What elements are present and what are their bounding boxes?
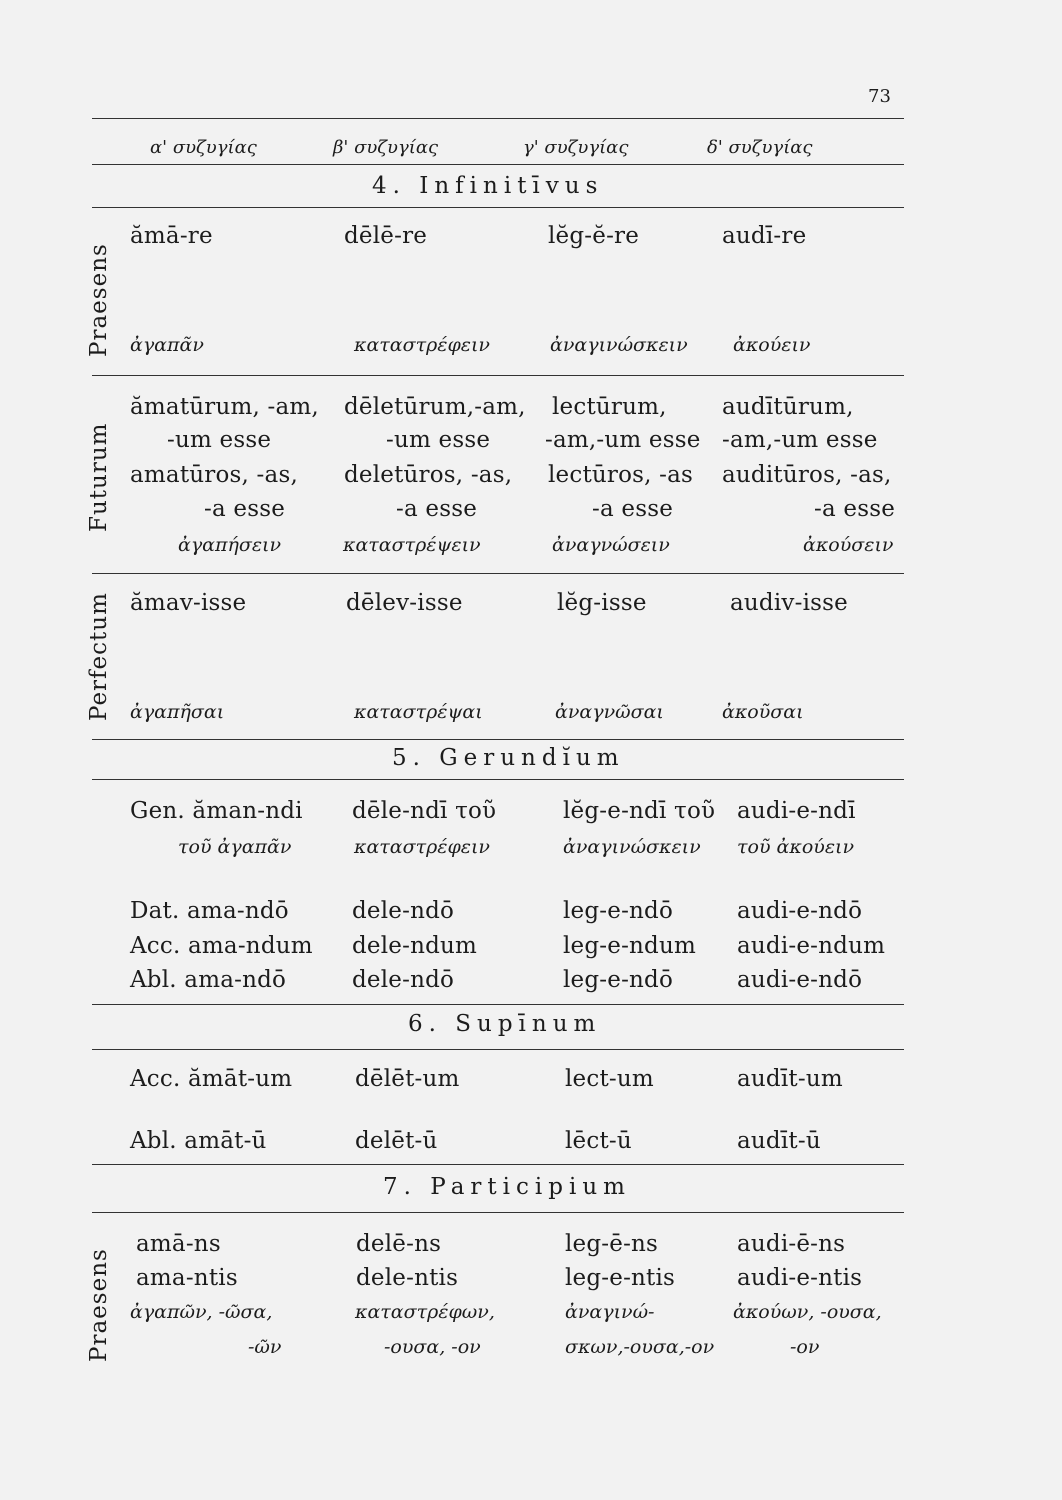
ger-gen-4: audi-e-ndī	[737, 798, 856, 824]
part-r2-3: leg-e-ntis	[565, 1265, 676, 1291]
ger-gen-greek-3: ἀναγινώσκειν	[563, 836, 701, 858]
rule-perfectum	[92, 573, 904, 574]
ger-abl-4: audi-e-ndō	[737, 967, 863, 993]
inf-fut-r3-4: auditūros, -as,	[722, 462, 892, 488]
inf-perf-greek-2: καταστρέψαι	[354, 701, 483, 723]
inf-fut-greek-2: καταστρέψειν	[343, 534, 481, 556]
inf-fut-r1-1: ămatūrum, -am,	[130, 394, 319, 420]
header-conj-4: δ' συζυγίας	[707, 137, 813, 158]
inf-perf-3: lĕg-isse	[557, 590, 647, 616]
ger-acc-2: dele-ndum	[352, 933, 478, 959]
inf-fut-r3-2: deletūros, -as,	[344, 462, 513, 488]
part-r4-4: -ον	[790, 1336, 820, 1358]
inf-perf-greek-3: ἀναγνῶσαι	[555, 701, 664, 723]
rule-participium	[92, 1212, 904, 1213]
sup-acc-2: dēlēt-um	[355, 1066, 460, 1092]
part-r2-1: ama-ntis	[136, 1265, 238, 1291]
inf-fut-greek-3: ἀναγνώσειν	[552, 534, 670, 556]
header-conj-2: β' συζυγίας	[333, 137, 439, 158]
ger-acc-3: leg-e-ndum	[563, 933, 697, 959]
inf-perf-greek-1: ἀγαπῆσαι	[130, 701, 225, 723]
part-r1-1: amā-ns	[136, 1231, 221, 1257]
section-title-gerundium: 5. Gerundĭum	[392, 745, 625, 771]
side-label-perfectum: Perfectum	[86, 592, 112, 721]
part-r2-4: audi-e-ntis	[737, 1265, 863, 1291]
rule-supinum	[92, 1049, 904, 1050]
part-r2-2: dele-ntis	[356, 1265, 459, 1291]
ger-gen-3: lĕg-e-ndī τοῦ	[563, 798, 716, 824]
inf-fut-r1-2: dēletūrum,-am,	[344, 394, 526, 420]
section-title-infinitivus: 4. Infinitīvus	[372, 173, 604, 199]
part-r4-1: -ῶν	[248, 1336, 282, 1358]
ger-acc-4: audi-e-ndum	[737, 933, 886, 959]
inf-fut-greek-4: ἀκούσειν	[803, 534, 894, 556]
rule-header	[92, 164, 904, 165]
side-label-futurum: Futurum	[86, 422, 112, 532]
part-r4-2: -ουσα, -ον	[384, 1336, 481, 1358]
sup-abl-2: delēt-ū	[355, 1128, 438, 1154]
ger-gen-1: Gen. ăman-ndi	[130, 798, 303, 824]
inf-praes-greek-2: καταστρέφειν	[354, 334, 490, 356]
sup-acc-3: lect-um	[565, 1066, 654, 1092]
ger-acc-1: Acc. ama-ndum	[130, 933, 313, 959]
ger-gen-greek-1: τοῦ ἀγαπᾶν	[178, 836, 292, 858]
inf-fut-r4-4: -a esse	[814, 496, 896, 522]
part-r1-4: audi-ē-ns	[737, 1231, 846, 1257]
part-r3-1: ἀγαπῶν, -ῶσα,	[130, 1301, 273, 1323]
inf-praes-1: ămā-re	[130, 223, 213, 249]
sup-acc-1: Acc. ămāt-um	[130, 1066, 293, 1092]
sup-abl-4: audīt-ū	[737, 1128, 821, 1154]
inf-fut-r2-4: -am,-um esse	[722, 427, 878, 453]
inf-fut-r2-2: -um esse	[386, 427, 491, 453]
ger-abl-2: dele-ndō	[352, 967, 455, 993]
ger-dat-2: dele-ndō	[352, 898, 455, 924]
rule-top	[92, 118, 904, 119]
inf-praes-greek-3: ἀναγινώσκειν	[550, 334, 688, 356]
section-title-supinum: 6. Supīnum	[408, 1011, 602, 1037]
side-label-praesens-participium: Praesens	[86, 1248, 112, 1362]
ger-dat-3: leg-e-ndō	[563, 898, 674, 924]
inf-fut-r1-3: lectūrum,	[552, 394, 667, 420]
inf-fut-r2-1: -um esse	[167, 427, 272, 453]
ger-dat-4: audi-e-ndō	[737, 898, 863, 924]
inf-praes-3: lĕg-ĕ-re	[548, 223, 640, 249]
inf-perf-1: ămav-isse	[130, 590, 247, 616]
part-r1-2: delē-ns	[356, 1231, 442, 1257]
ger-gen-greek-2: καταστρέφειν	[354, 836, 490, 858]
inf-fut-greek-1: ἀγαπήσειν	[178, 534, 282, 556]
inf-praes-greek-1: ἀγαπᾶν	[130, 334, 204, 356]
rule-infinitivus	[92, 207, 904, 208]
ger-abl-1: Abl. ama-ndō	[130, 967, 287, 993]
ger-gen-2: dēle-ndī τοῦ	[352, 798, 497, 824]
rule-futurum	[92, 375, 904, 376]
rule-gerundium	[92, 779, 904, 780]
sup-acc-4: audīt-um	[737, 1066, 843, 1092]
rule-participium-top	[92, 1164, 904, 1165]
header-conj-1: α' συζυγίας	[150, 137, 257, 158]
inf-fut-r3-3: lectūros, -as	[548, 462, 694, 488]
page-number: 73	[868, 86, 891, 107]
inf-fut-r4-2: -a esse	[396, 496, 478, 522]
inf-perf-2: dēlev-isse	[346, 590, 463, 616]
ger-abl-3: leg-e-ndō	[563, 967, 674, 993]
inf-perf-4: audiv-isse	[730, 590, 848, 616]
inf-praes-4: audī-re	[722, 223, 807, 249]
part-r1-3: leg-ē-ns	[565, 1231, 659, 1257]
sup-abl-3: lēct-ū	[565, 1128, 632, 1154]
ger-dat-1: Dat. ama-ndō	[130, 898, 289, 924]
inf-fut-r1-4: audītūrum,	[722, 394, 854, 420]
sup-abl-1: Abl. amāt-ū	[130, 1128, 267, 1154]
rule-supinum-top	[92, 1004, 904, 1005]
section-title-participium: 7. Participium	[383, 1174, 631, 1200]
part-r3-2: καταστρέφων,	[355, 1301, 495, 1323]
rule-gerundium-top	[92, 739, 904, 740]
inf-fut-r4-1: -a esse	[204, 496, 286, 522]
part-r3-4: ἀκούων, -ουσα,	[733, 1301, 882, 1323]
inf-perf-greek-4: ἀκοῦσαι	[722, 701, 804, 723]
side-label-praesens: Praesens	[86, 243, 112, 357]
part-r3-3: ἀναγινώ-	[565, 1301, 655, 1323]
inf-praes-greek-4: ἀκούειν	[733, 334, 811, 356]
ger-gen-greek-4: τοῦ ἀκούειν	[737, 836, 855, 858]
inf-fut-r3-1: amatūros, -as,	[130, 462, 298, 488]
inf-fut-r2-3: -am,-um esse	[545, 427, 701, 453]
part-r4-3: σκων,-ουσα,-ον	[565, 1336, 715, 1358]
inf-praes-2: dēlē-re	[344, 223, 428, 249]
inf-fut-r4-3: -a esse	[592, 496, 674, 522]
header-conj-3: γ' συζυγίας	[523, 137, 629, 158]
